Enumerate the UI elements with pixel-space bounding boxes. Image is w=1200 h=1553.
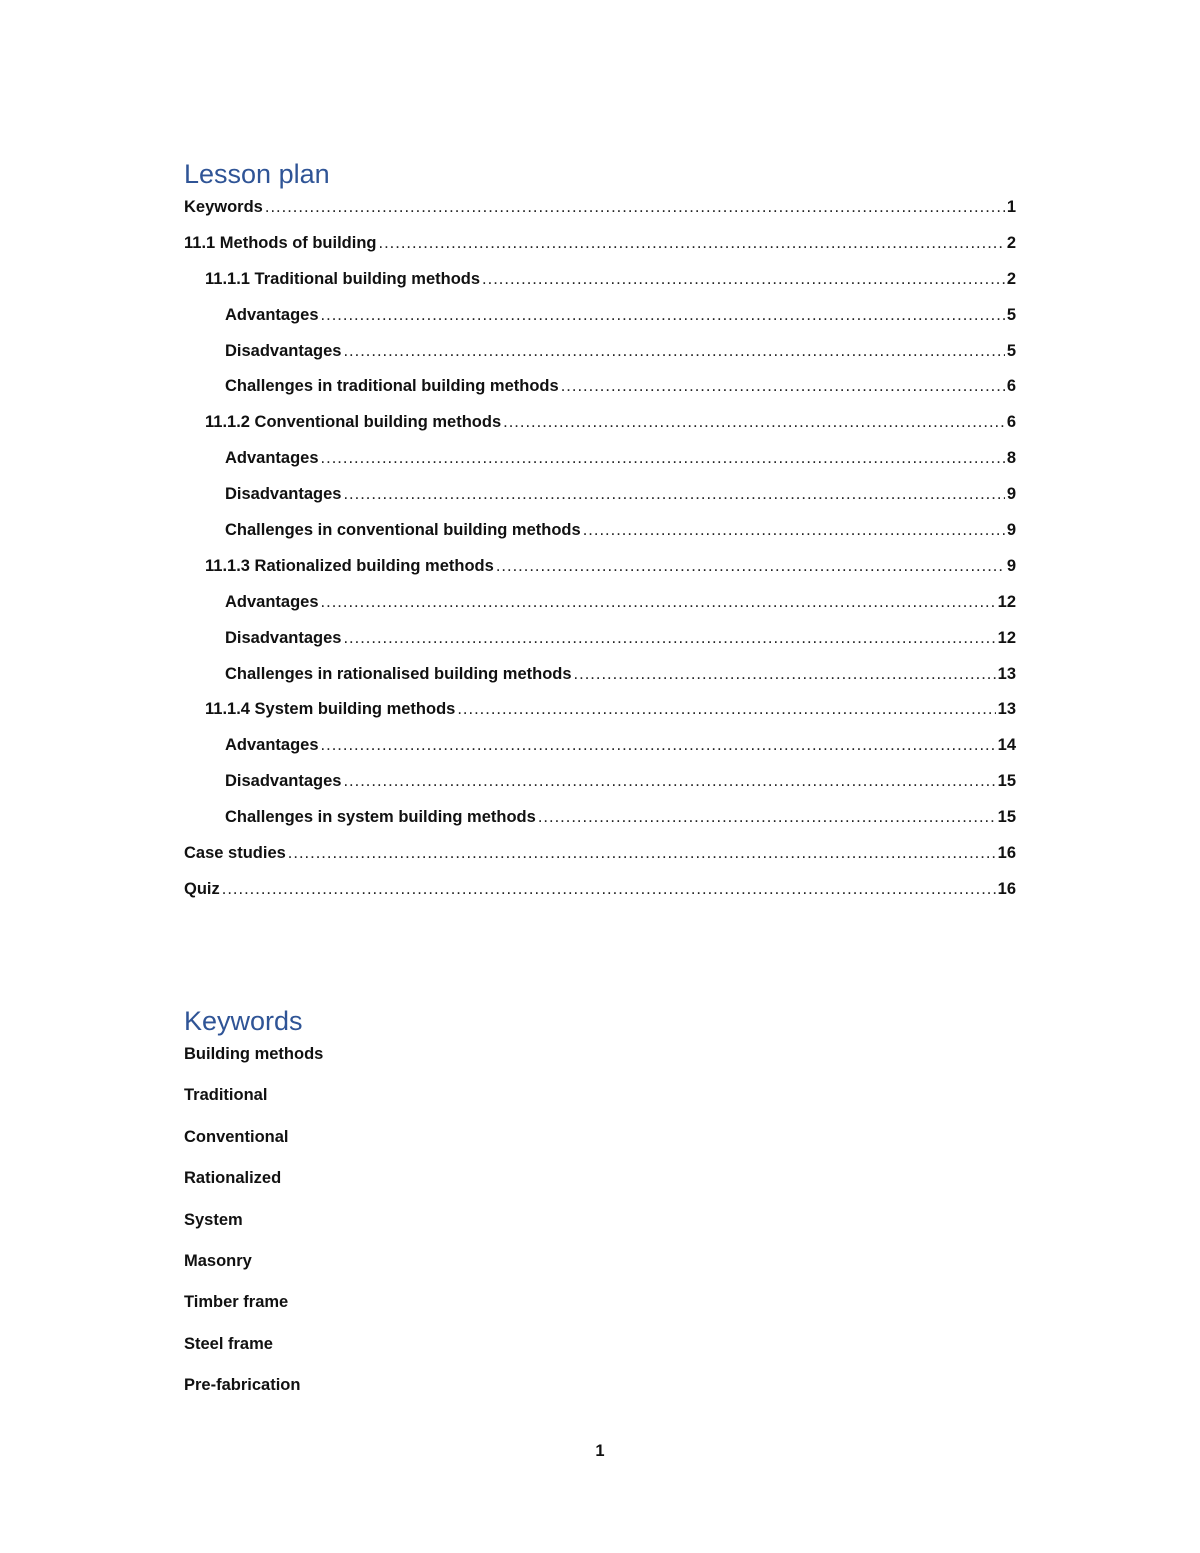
page-number: 1 — [595, 1442, 605, 1460]
toc-entry-line — [184, 878, 1016, 900]
toc-entry-label: Case studies — [184, 844, 286, 863]
keyword-item: Steel frame — [184, 1334, 273, 1353]
toc-entry-page: 2 — [1006, 269, 1016, 288]
toc-entry-label: Disadvantages — [225, 772, 342, 791]
toc-entry-line — [205, 698, 1016, 720]
toc-entry-line — [225, 663, 1016, 685]
toc-entry-line — [225, 375, 1016, 397]
toc-entry-page: 12 — [997, 628, 1016, 647]
toc-entry-page: 5 — [1006, 305, 1016, 324]
toc-entry-label: Disadvantages — [225, 341, 342, 360]
toc-entry-label: Challenges in traditional building methods — [225, 377, 559, 396]
keyword-item: System — [184, 1210, 243, 1229]
toc-entry-label: Challenges in rationalised building methods — [225, 664, 572, 683]
toc-entry-label: Advantages — [225, 449, 319, 468]
toc-entry-line — [225, 770, 1016, 792]
toc-entry-line — [184, 196, 1016, 218]
toc-leader-dots — [538, 806, 996, 828]
toc-entry-label: 11.1.1 Traditional building methods — [205, 269, 481, 288]
toc-entry-page: 6 — [1006, 413, 1016, 432]
toc-leader-dots — [222, 878, 996, 900]
keyword-item: Building methods — [184, 1045, 324, 1063]
toc-leader-dots — [482, 268, 1005, 290]
keyword-item: Masonry — [184, 1251, 252, 1270]
toc-entry-page: 5 — [1006, 341, 1016, 360]
toc-entry-line — [184, 232, 1016, 254]
keyword-item: Conventional — [184, 1127, 289, 1146]
toc-entry-line — [225, 483, 1016, 505]
toc-entry-page: 13 — [997, 664, 1016, 683]
table-of-contents — [0, 196, 1200, 914]
toc-leader-dots — [288, 842, 996, 864]
toc-entry[interactable] — [0, 591, 1200, 627]
toc-entry-line — [184, 842, 1016, 864]
toc-entry[interactable] — [0, 698, 1200, 734]
toc-entry[interactable] — [0, 196, 1200, 232]
toc-leader-dots — [379, 232, 1005, 254]
toc-entry-page: 15 — [997, 772, 1016, 791]
toc-entry-line — [225, 591, 1016, 613]
toc-entry-label: Advantages — [225, 736, 319, 755]
toc-entry-line — [225, 734, 1016, 756]
toc-entry[interactable] — [0, 806, 1200, 842]
toc-entry[interactable] — [0, 375, 1200, 411]
toc-entry[interactable] — [0, 555, 1200, 591]
toc-heading: Lesson plan — [184, 159, 330, 189]
toc-entry-line — [205, 555, 1016, 577]
keywords-heading: Keywords — [184, 1006, 303, 1036]
toc-entry[interactable] — [0, 663, 1200, 699]
toc-entry[interactable] — [0, 519, 1200, 555]
keyword-item: Rationalized — [184, 1169, 282, 1188]
toc-entry[interactable] — [0, 447, 1200, 483]
toc-entry-page: 9 — [1006, 556, 1016, 575]
toc-entry-label: Disadvantages — [225, 485, 342, 504]
toc-entry-label: Challenges in conventional building methods — [225, 521, 581, 540]
toc-entry[interactable] — [0, 268, 1200, 304]
toc-entry-page: 2 — [1006, 233, 1016, 252]
toc-entry[interactable] — [0, 304, 1200, 340]
toc-entry-line — [225, 519, 1016, 541]
toc-entry-page: 1 — [1006, 198, 1016, 216]
toc-leader-dots — [457, 698, 995, 720]
toc-entry-line — [225, 627, 1016, 649]
toc-entry-page: 12 — [997, 592, 1016, 611]
toc-entry-page: 13 — [997, 700, 1016, 719]
toc-entry[interactable] — [0, 770, 1200, 806]
toc-entry-page: 9 — [1006, 485, 1016, 504]
toc-entry-label: Advantages — [225, 305, 319, 324]
toc-entry-page: 16 — [997, 879, 1016, 898]
toc-entry-page: 16 — [997, 844, 1016, 863]
toc-entry-label: Disadvantages — [225, 628, 342, 647]
toc-entry-label: Keywords — [184, 198, 263, 216]
keywords-list — [184, 1043, 323, 1416]
toc-leader-dots — [343, 770, 995, 792]
toc-entry[interactable] — [0, 483, 1200, 519]
toc-entry-page: 8 — [1006, 449, 1016, 468]
toc-leader-dots — [343, 340, 1004, 362]
toc-leader-dots — [503, 411, 1005, 433]
toc-entry[interactable] — [0, 878, 1200, 914]
toc-leader-dots — [321, 447, 1005, 469]
toc-entry[interactable] — [0, 411, 1200, 447]
toc-leader-dots — [574, 663, 996, 685]
toc-entry-page: 15 — [997, 808, 1016, 827]
toc-entry-line — [225, 304, 1016, 326]
toc-entry-page: 14 — [997, 736, 1016, 755]
toc-leader-dots — [561, 375, 1005, 397]
toc-entry-label: 11.1.2 Conventional building methods — [205, 413, 502, 432]
toc-entry[interactable] — [0, 734, 1200, 770]
toc-leader-dots — [321, 591, 996, 613]
toc-entry-label: 11.1.3 Rationalized building methods — [205, 556, 494, 575]
toc-leader-dots — [496, 555, 1005, 577]
toc-entry-label: Quiz — [184, 879, 220, 898]
toc-leader-dots — [343, 483, 1004, 505]
toc-entry-page: 6 — [1006, 377, 1016, 396]
toc-leader-dots — [583, 519, 1005, 541]
toc-leader-dots — [343, 627, 995, 649]
toc-entry-label: Advantages — [225, 592, 319, 611]
toc-entry[interactable] — [0, 340, 1200, 376]
toc-entry-label: Challenges in system building methods — [225, 808, 536, 827]
toc-entry-label: 11.1 Methods of building — [184, 233, 377, 252]
toc-entry[interactable] — [0, 627, 1200, 663]
toc-entry[interactable] — [0, 232, 1200, 268]
toc-entry-page: 9 — [1006, 521, 1016, 540]
toc-entry-label: 11.1.4 System building methods — [205, 700, 456, 719]
keyword-item: Pre-fabrication — [184, 1376, 301, 1395]
toc-entry-line — [225, 447, 1016, 469]
keyword-item: Traditional — [184, 1086, 268, 1105]
toc-leader-dots — [321, 304, 1005, 326]
toc-entry-line — [205, 268, 1016, 290]
toc-entry[interactable] — [0, 842, 1200, 878]
toc-entry-line — [225, 806, 1016, 828]
toc-entry-line — [205, 411, 1016, 433]
toc-entry-line — [225, 340, 1016, 362]
toc-leader-dots — [321, 734, 996, 756]
toc-leader-dots — [265, 196, 1005, 218]
keyword-item: Timber frame — [184, 1293, 289, 1312]
